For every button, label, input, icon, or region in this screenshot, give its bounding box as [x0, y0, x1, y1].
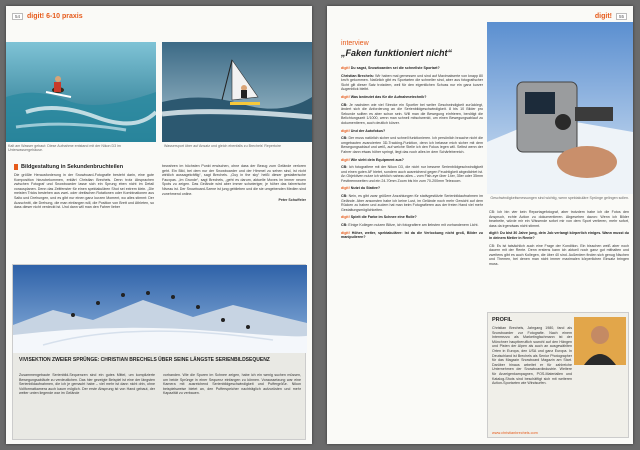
article-col-1 [14, 164, 154, 210]
digit-question-age: digit!: Du bist 30 Jahre jung, dein Job verlangt körperlich einiges. Wann musst du in deinem Metier in Rente? [489, 231, 629, 240]
qa-item: digit! Wie sieht dein Equipment aus? [341, 157, 404, 162]
right-page [327, 6, 633, 444]
qa-item: digit! Was bedeutet das für die Aufnahmetechnik? [341, 94, 427, 99]
qa-item: digit! Höher, weiter, spektakulärer: Ist da die Verlockung nicht groß, Bilder zu manipulieren? [341, 230, 484, 240]
article-text-2: bewahren im höchsten Punkt erwischen, ohne dass der Bezug zum Gelände verloren geht. Ein Bild, bei dem nur der Snowboarder und der Himmel zu sehen sind, ist nicht wirklich aussagekräftig“, sagt Brechels. „Guy in the sky“ heißt dieser gestalterische Fauxpas. „Im Grunde“, sagt Brechels, „geht es darum, aktuelle Moves im immer neuen Spots zu zeigen. Das Gelände wird aber immer schwieriger, je höher das fahrerische Niveau ist. Der Snowboard-Szene ist jung geblieben und die sie umgebenden Medien sind zunehmend online. [162, 164, 306, 196]
qa-item: digit! Spielt die Farbe im Schnee eine Rolle? [341, 215, 417, 220]
photo-caption-left: Kalt am Wasser gebaut: Diese Aufnahme entstand mit der Nikon D3 im Unterwassergehäuse. [8, 144, 121, 153]
left-page-header [12, 12, 83, 20]
page-number: 54 [12, 13, 23, 20]
profile-label: PROFIL [492, 317, 513, 323]
qa-item: CB: Der muss natürlich sicher und schnell funktionieren. Ich persönlich brauche nicht die umgebauten avancierten 3D-Tracking-Funktion, denn ich belasse mich sicher mit dem Bewegungsablauf und weiß, auf welche Stelle ich den Fokus legen will. Selbst wenn der Fahrer dann etwas höher springt, liegt das noch alles im dem Schärfebereich. [341, 136, 483, 154]
photo-caption-right: Wassersport über auf Ansatz und gleich ebenfalls zu Brechels' Repertoire [164, 144, 282, 148]
sidebar-box [12, 264, 306, 440]
device-caption: Geschwindigkeitsmessungen sind wichtig, wenn spektakuläre Sprünge gelingen sollen. [490, 196, 629, 200]
right-text-col [489, 210, 629, 270]
profile-link[interactable]: www.christianbrechels.com [492, 431, 538, 435]
interview-header [341, 40, 491, 58]
qa-item: digit! Nutzt du Stative? [341, 186, 381, 191]
profile-box [487, 312, 629, 438]
photographer-photo [487, 22, 633, 194]
profile-text: Christian Brechels, Jahrgang 1980, fand als Snowboarder zur Fotografie. Nach einem Intermezzo als Marketingfachmann ist der Münchner hauptberuflich sowohl auf den Hängen und Pisten der Alpen als auch an ausgewählten Orten in Europa, den USA und ganz Europa. In Deutschland ist Brechels als Senior Photographer für das Magazin Snowboard Magazin am Start. Darüber hinaus arbeitet er für zahlreiche Unternehmen der Snowboardindustrie. Weitere für Anzeigenkampagnen, POS-Materialien und Katalog-Shots sind beschäftigt sich mit weiteren Action-Sportarten wie Windsurfen. [492, 326, 572, 386]
section-title-right: digit! [594, 12, 612, 20]
interview-title: „Faken funktioniert nicht“ [341, 48, 453, 58]
qa-item: digit! Und der Autofokus? [341, 128, 386, 133]
qa-item: CB: Je nachdem wie viel Strecke ein Sportler bei weiter Geschwindigkeit zurücklegt, ändert sich die Anforderung an die Serienbildgeschwindigkeit. 8 bis 10 Bilder pro Sekunde sollten es aber schon sein. Will man die Bewegung einfrieren, benötigt die Belichtungszeit 1/1000, wenn man schnell mitschwenkt, um einen Bewegungsablauf zu dokumentieren, auch deutlich kürzer. [341, 102, 484, 125]
sidebar-title: VIVISEKTION ZWEIER SPRÜNGE: CHRISTIAN BRECHELS ÜBER SEINE LÄNGSTE SERIENBILDSEQUENZ [19, 357, 270, 363]
cb-answer-age: CB: Es ist tatsächlich auch eine Frage der Kondition. Ein bisschen weiß aber noch dauern mit der Rente. Denn erstens kann ich aktuell noch ganz gut mithalten und zweitens gibt es auch Kollegen, die über 40 sind. Außerdem finden sich genug Nischen und Themen, bei denen man nicht immer maximalen körperlichen Einsatz bringen muss. [489, 243, 629, 266]
sidebar-col-1: Zusammengebaute Serienbild-Sequenzen sind ein gutes Mittel, um komplizierte Bewegungsabläufe zu verdeutlichen. Das hier gezeigte Beispiel ist eine der längsten Serienbildaufnahmen, die ich je gemacht habe – viel mehr ist dann nicht drin, ohne Vollformatkamera auch kaum möglich. Der erste Absprung ist von Hand gebaut, der weiter unten liegende war im Gelände [19, 373, 155, 396]
article-col-2 [162, 164, 306, 203]
snowboard-sequence-photo [13, 265, 307, 353]
section-title: digit! 6-10 praxis [27, 12, 83, 20]
interview-col [341, 66, 483, 243]
qa-item: digit! Du sagst, Snowboarden sei die schnellste Sportart? [341, 66, 440, 70]
article-text-1: Die größte Herausforderung in der Snowboard-Fotografie besteht darin, eine gute Komposition hinzubekommen, erklärt Christian Brechels. Denn trotz Absprachen zwischen Fotograf und Snowboarder lasse sich ein Sprung eben nicht im Detail vorausplanen. Denn das Zeitfenster für einen spektakulären Shot sei extrem klein. „Die meisten Tricks bestehen aus zwei- oder dreifachen Rotationen oder Kombinationen aus Salto und Drehungen, und es gibt nur einen ganz kurzen Moment, wo alles stimmt: Der Ausschnitt, die Drehung, die man einfangen will, die Position von Brett und Athleten, so dass dieser nicht verdeckt ist. Und dann will man den Fahrer lieber [14, 173, 154, 210]
article-heading: Bildgestaltung in Sekundenbruchteilen [21, 164, 124, 170]
kicker: interview [341, 40, 369, 47]
windsurf-photo [162, 42, 312, 142]
kitesurf-photo [6, 42, 156, 142]
qa-item: CB: Nein, es gibt zwar größere Anzahlungen für stativgestützte Serienbildaufnahmen im Gelände. Aber ansonsten habe ich keine Lust, im Gelände noch mehr Gewicht auf dem Rücken zu haben und zudem hat man beim Fotografieren aus der freien Hand viel mehr Gestaltungsmöglichkeiten. [341, 194, 484, 212]
right-page-header [591, 12, 627, 20]
heading-marker [14, 164, 18, 170]
page-number-right: 55 [616, 13, 627, 20]
qa-item: CB: Ich fotografiere mit der Nikon D3, die nicht nur bessere Serienbildgeschwindigkeit und einen guten AF bietet, sondern auch ausreichend gegen Feuchtigkeit abgedichtet ist. An Objektiven nutze ich wirklich nahezu alles – vom Fish-eye über 14er, 35er oder 35mm Festbrennweiten und ein 24-70mm Zoom bis hin zum 70-200mm Telezoom. [341, 165, 483, 183]
qa-item: CB: Einige Kollegen nutzen Blitze, ich fotografiere am liebsten mit vorhandenem Licht. [341, 223, 479, 228]
cb-answer-manip: CB: Ich bin vier kein Reportagefotograf, aber trotzdem habe ich die Fotos den Anspruch, echte Action zu dokumentieren. Abgesehen davon: Wenn ich Bilder bearbeite, würde mir ein Wissende sofort mir von dem Sport verlieren, mehr sofort, dass da irgendwas nicht stimmt. [489, 210, 629, 228]
profile-portrait [574, 317, 626, 365]
sidebar-col-2: vorhanden. Wie die Spuren im Schnee zeigen, habe ich ein wenig suchen müssen, um beide Sprünge in einer Sequenz einfangen zu können. Voraussetzung war eine Kamera mit ausreichend Serienbildgeschwindigkeit und Puffergröße. Nikon beispielsweise bietet an, den Pufferspeicher nachträglich aufzurüsten und mehr Kapazität zu verbauen. [163, 373, 301, 396]
left-page [6, 6, 312, 444]
author: Peter Schuffeler [278, 198, 306, 203]
qa-item: Christian Brechels: Wir haben mal gemessen und sind auf Maximalwerte von knapp 80 km/h gekommen. Natürlich gibt es Sportarten die schneller sind, aber aus fotografischer Sicht gilt dieser Satz trotzdem, weil für den eigentlichen Schuss nur ein ganz kurzer Augenblick bleibt. [341, 73, 484, 92]
